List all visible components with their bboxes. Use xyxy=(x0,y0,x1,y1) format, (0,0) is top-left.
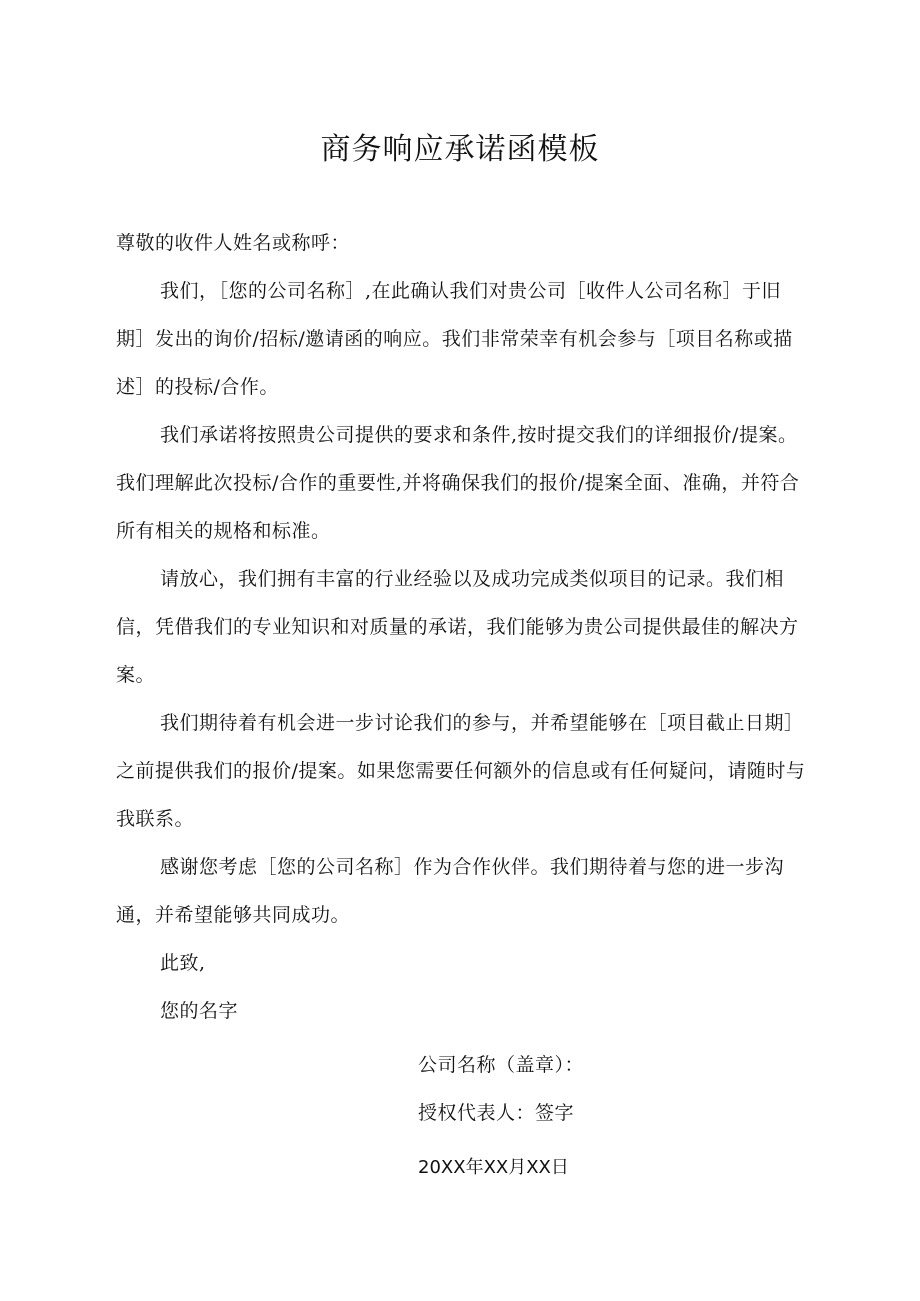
signature-representative: 授权代表人：签字 xyxy=(418,1102,575,1124)
paragraph-3: 请放心，我们拥有丰富的行业经验以及成功完成类似项目的记录。我们相信，凭借我们的专业知识和对质量的承诺，我们能够为贵公司提供最佳的解决方案。 xyxy=(116,568,799,686)
paragraph-5: 感谢您考虑［您的公司名称］作为合作伙伴。我们期待着与您的进一步沟通，并希望能够共同成功。 xyxy=(116,856,785,926)
document-title: 商务响应承诺函模板 xyxy=(320,132,600,167)
signature-company: 公司名称（盖章）： xyxy=(418,1054,585,1076)
salutation: 尊敬的收件人姓名或称呼： xyxy=(116,232,351,254)
paragraph-1: 我们，［您的公司名称］,在此确认我们对贵公司［收件人公司名称］于旧期］发出的询价/招标/邀请函的响应。我们非常荣幸有机会参与［项目名称或描述］的投标/合作。 xyxy=(116,280,793,398)
paragraph-4: 我们期待着有机会进一步讨论我们的参与，并希望能够在［项目截止日期］之前提供我们的报价/提案。如果您需要任何额外的信息或有任何疑问，请随时与我联系。 xyxy=(116,712,806,830)
paragraph-2: 我们承诺将按照贵公司提供的要求和条件,按时提交我们的详细报价/提案。我们理解此次投标/合作的重要性,并将确保我们的报价/提案全面、准确，并符合所有相关的规格和标准。 xyxy=(116,424,800,542)
closing: 此致, xyxy=(160,952,206,974)
signature-date: 20XX年XX月XX日 xyxy=(418,1157,569,1178)
sender-name: 您的名字 xyxy=(160,1000,239,1022)
